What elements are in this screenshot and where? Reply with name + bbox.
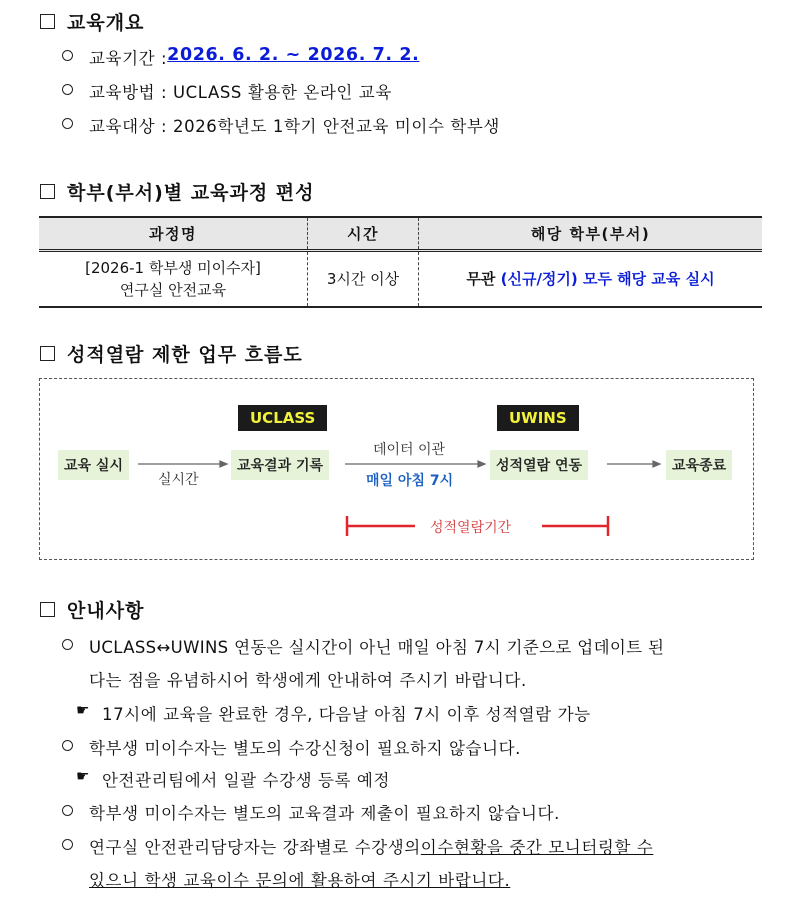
circle-bullet-icon [62, 50, 73, 61]
notice-item-4-cont: 있으니 학생 교육이수 문의에 활용하여 주시기 바랍니다. [89, 871, 511, 890]
pointing-hand-icon: ☛ [76, 767, 91, 785]
label-daily-7am: 매일 아침 7시 [366, 473, 454, 489]
section-curriculum-heading: 학부(부서)별 교육과정 편성 [40, 178, 315, 205]
notice-item-4: 연구실 안전관리담당자는 강좌별로 수강생의 이수현황을 중간 모니터링할 수 [62, 834, 653, 858]
section-flow-heading: 성적열람 제한 업무 흐름도 [40, 340, 303, 367]
cell-course: [2026-1 학부생 미이수자] 연구실 안전교육 [39, 251, 308, 308]
table-header-row [39, 217, 762, 251]
notice-item-2-sub: ☛ 안전관리팀에서 일괄 수강생 등록 예정 [76, 767, 391, 790]
overview-period: 교육기간 : 2026. 6. 2. ~ 2026. 7. 2. [62, 45, 419, 69]
circle-bullet-icon [62, 740, 73, 751]
tag-uwins: UWINS [497, 405, 579, 431]
circle-bullet-icon [62, 639, 73, 650]
checkbox-square-icon [40, 602, 55, 617]
flow-node-end: 교육종료 [666, 450, 732, 480]
flow-node-education: 교육 실시 [58, 450, 129, 480]
table-row [39, 251, 762, 308]
flow-node-record: 교육결과 기록 [231, 450, 329, 480]
flow-node-grade-link: 성적열람 연동 [490, 450, 588, 480]
tag-uclass: UCLASS [238, 405, 327, 431]
cell-time: 3시간 이상 [308, 251, 419, 308]
notice-item-1-sub: ☛ 17시에 교육을 완료한 경우, 다음날 아침 7시 이후 성적열람 가능 [76, 701, 591, 724]
label-realtime: 실시간 [158, 472, 199, 488]
column-header-dept: 해당 학부(부서) [419, 217, 763, 251]
cell-dept: 무관 (신규/정기) 모두 해당 교육 실시 [419, 251, 763, 308]
section-notice-heading: 안내사항 [40, 596, 144, 623]
checkbox-square-icon [40, 184, 55, 199]
circle-bullet-icon [62, 118, 73, 129]
circle-bullet-icon [62, 839, 73, 850]
arrow-head-icon [220, 461, 227, 467]
overview-method: 교육방법 : UCLASS 활용한 온라인 교육 [62, 79, 392, 103]
overview-target: 교육대상 : 2026학년도 1학기 안전교육 미이수 학부생 [62, 113, 500, 137]
notice-item-2: 학부생 미이수자는 별도의 수강신청이 필요하지 않습니다. [62, 735, 521, 759]
label-data-transfer: 데이터 이관 [373, 442, 446, 458]
circle-bullet-icon [62, 805, 73, 816]
arrow-head-icon [478, 461, 485, 467]
circle-bullet-icon [62, 84, 73, 95]
column-header-course: 과정명 [39, 217, 308, 251]
section-overview-heading: 교육개요 [40, 8, 144, 35]
checkbox-square-icon [40, 14, 55, 29]
flow-diagram [39, 378, 754, 560]
period-value: 2026. 6. 2. ~ 2026. 7. 2. [167, 45, 420, 65]
notice-item-3: 학부생 미이수자는 별도의 교육결과 제출이 필요하지 않습니다. [62, 800, 560, 824]
curriculum-table [39, 216, 762, 308]
checkbox-square-icon [40, 346, 55, 361]
arrow-head-icon [653, 461, 660, 467]
column-header-time: 시간 [308, 217, 419, 251]
notice-item-1-cont: 다는 점을 유념하시어 학생에게 안내하여 주시기 바랍니다. [89, 671, 527, 690]
pointing-hand-icon: ☛ [76, 701, 91, 719]
label-grade-period: 성적열람기간 [430, 520, 512, 536]
notice-item-1: UCLASS↔UWINS 연동은 실시간이 아닌 매일 아침 7시 기준으로 업데이트 된 [62, 634, 664, 658]
